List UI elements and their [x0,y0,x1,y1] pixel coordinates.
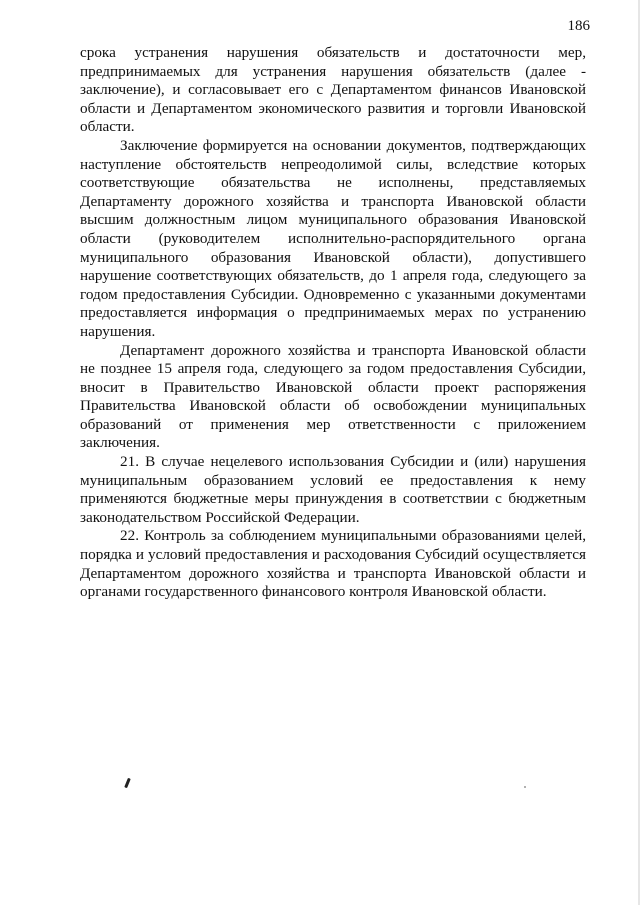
paragraph-item-22: 22. Контроль за соблюдением муниципальными образованиями целей, порядка и условий предоставления и расходования Субсидий осуществляется Департаментом дорожного хозяйства и транспорта Ивановской области и органами государственного финансового контроля Ивановской области. [80,527,586,601]
paragraph-conclusion: Заключение формируется на основании документов, подтверждающих наступление обстоятельств непреодолимой силы, вследствие которых соответствующие обязательства не исполнены, представляемых Департаменту дорожного хозяйства и транспорта Ивановской области высшим должностным лицом муниципального образования Ивановской области (руководителем исполнительно-распорядительного органа муниципального образования Ивановской области), допустившего нарушение соответствующих обязательств, до 1 апреля года, следующего за годом предоставления Субсидии. Одновременно с указанными документами предоставляется информация о предпринимаемых мерах по устранению нарушения. [80,136,586,340]
paragraph-continuation: срока устранения нарушения обязательств и достаточности мер, предпринимаемых для устранения нарушения обязательств (далее - заключение), и согласовывает его с Департаментом финансов Ивановской области и Департаментом экономического развития и торговли Ивановской области. [80,44,586,136]
paragraph-department: Департамент дорожного хозяйства и транспорта Ивановской области не позднее 15 апреля года, следующего за годом предоставления Субсидии, вносит в Правительство Ивановской области проект распоряжения Правительства Ивановской области об освобождении муниципальных образований от применения мер ответственности с приложением заключения. [80,341,586,452]
document-body [80,44,586,602]
scan-artifact [124,778,131,788]
scan-artifact [524,786,526,788]
paragraph-item-21: 21. В случае нецелевого использования Субсидии и (или) нарушения муниципальным образованием условий ее предоставления к нему применяются бюджетные меры принуждения в соответствии с бюджетным законодательством Российской Федерации. [80,453,586,526]
page-number: 186 [567,18,590,34]
